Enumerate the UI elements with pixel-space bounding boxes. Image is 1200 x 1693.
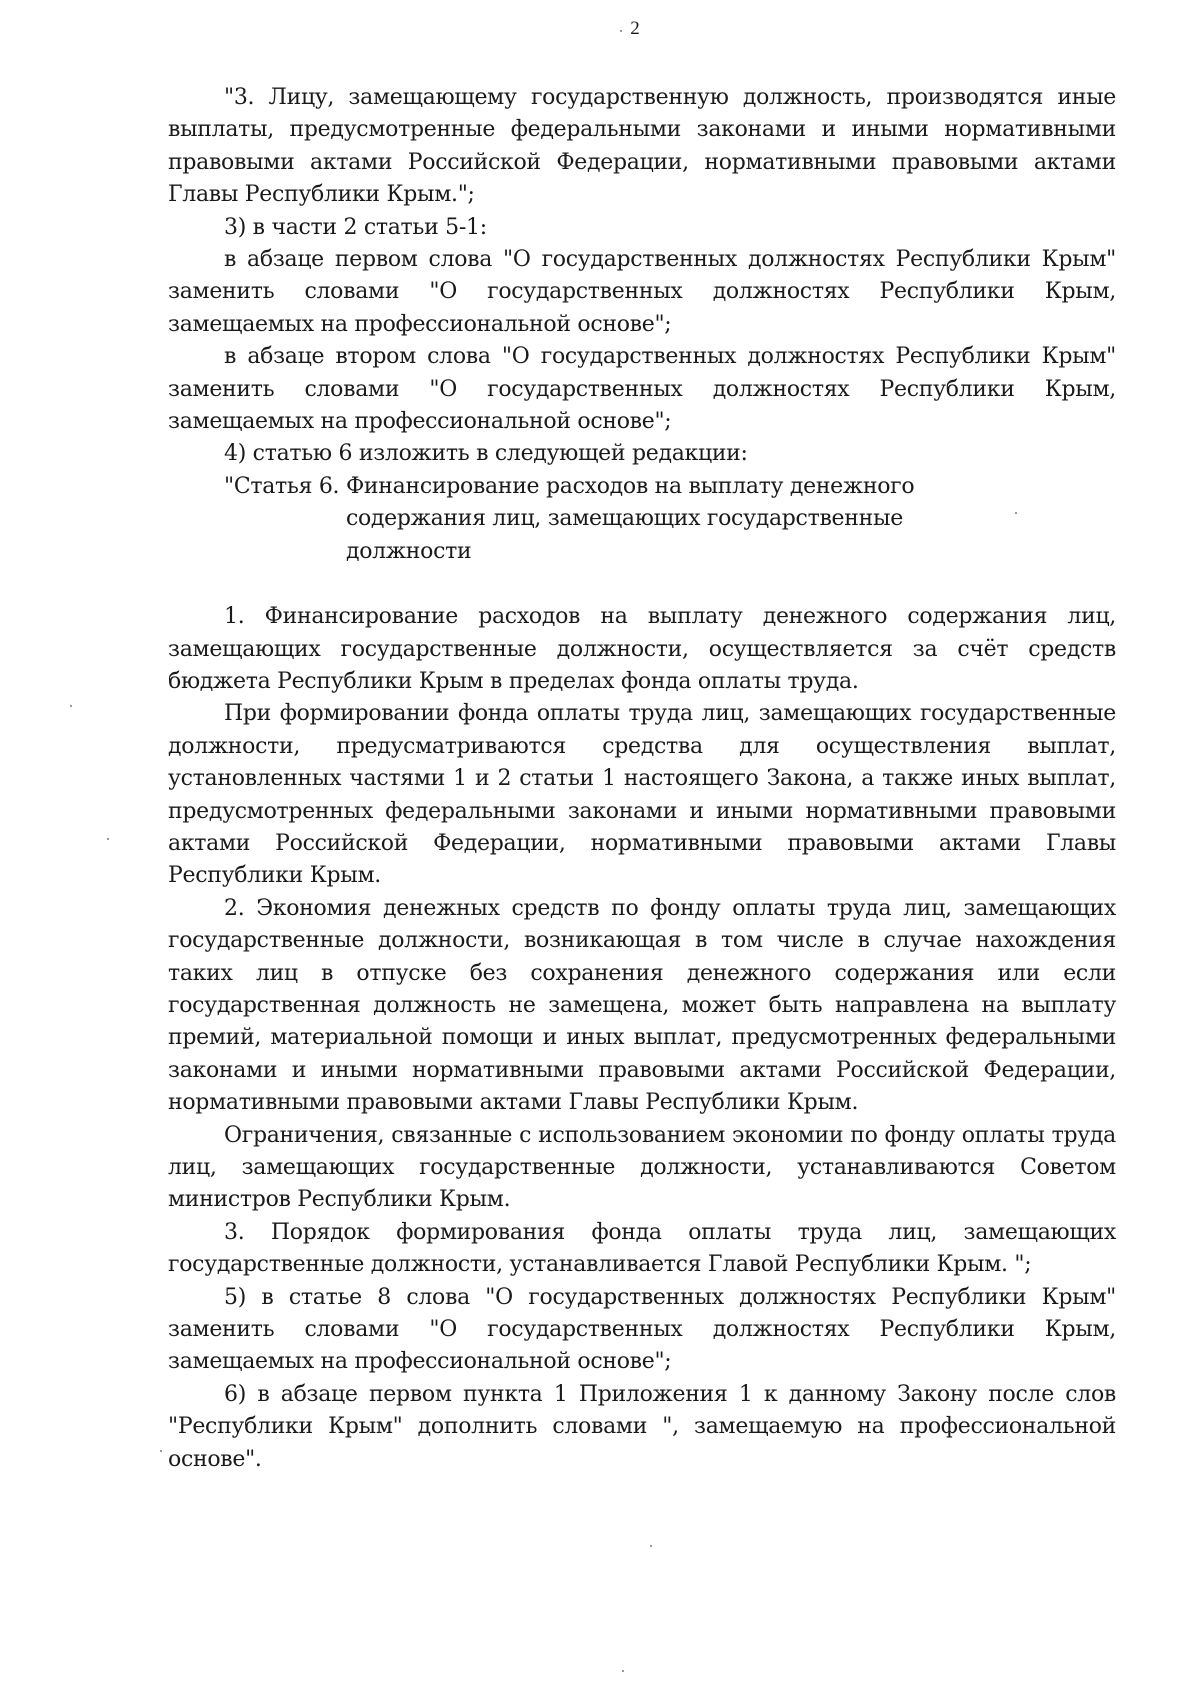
article-6-heading xyxy=(168,471,1116,568)
document-body xyxy=(168,82,1116,1476)
paragraph-item-6: 6) в абзаце первом пункта 1 Приложения 1 к данному Закону после слов "Республики Крым" дополнить словами ", замещаемую на профессиональной основе". xyxy=(168,1381,1116,1472)
scan-speck xyxy=(1015,512,1017,514)
article-6-part-2: 2. Экономия денежных средств по фонду оплаты труда лиц, замещающих государственные должности, возникающая в том числе в случае нахождения таких лиц в отпуске без сохранения денежного содержания или если государственная должность не замещена, может быть направлена на выплату премий, материальной помощи и иных выплат, предусмотренных федеральными законами и иными нормативными правовыми актами Российской Федерации, нормативными правовыми актами Главы Республики Крым. xyxy=(168,895,1116,1116)
paragraph-item-5: 5) в статье 8 слова "О государственных должностях Республики Крым" заменить словами "О государственных должностях Республики Крым, замещаемых на профессиональной основе"; xyxy=(168,1284,1116,1375)
paragraph-3-other-payments: "3. Лицу, замещающему государственную должность, производятся иные выплаты, предусмотренные федеральными законами и иными нормативными правовыми актами Российской Федерации, нормативными правовыми актами Главы Республики Крым."; xyxy=(168,85,1116,208)
scan-speck xyxy=(650,1545,652,1547)
scan-speck xyxy=(620,30,622,32)
paragraph-item-3-first-abzac: в абзаце первом слова "О государственных должностях Республики Крым" заменить словами "О государственных должностях Республики Крым, замещаемых на профессиональной основе"; xyxy=(168,247,1116,337)
article-6-part-1-second-abzac: При формировании фонда оплаты труда лиц, замещающих государственные должности, предусматриваются средства для осуществления выплат, установленных частями 1 и 2 статьи 1 настоящего Закона, а также иных выплат, предусмотренных федеральными законами и иными нормативными правовыми актами Российской Федерации, нормативными правовыми актами Главы Республики Крым. xyxy=(168,701,1116,889)
article-6-label: "Статья 6. xyxy=(224,473,346,499)
scan-speck xyxy=(160,1450,162,1452)
paragraph-item-3: 3) в части 2 статьи 5-1: xyxy=(224,214,487,240)
page-number: 2 xyxy=(630,18,640,39)
scan-speck xyxy=(70,705,72,707)
article-6-part-2-second-abzac: Ограничения, связанные с использованием экономии по фонду оплаты труда лиц, замещающих государственные должности, устанавливаются Советом министров Республики Крым. xyxy=(168,1122,1116,1213)
scan-speck xyxy=(107,838,109,840)
article-6-title: Финансирование расходов на выплату денежного содержания лиц, замещающих государственные должности xyxy=(345,473,915,564)
paragraph-item-3-second-abzac: в абзаце втором слова "О государственных должностях Республики Крым" заменить словами "О государственных должностях Республики Крым, замещаемых на профессиональной основе"; xyxy=(168,344,1116,435)
paragraph-item-4: 4) статью 6 изложить в следующей редакции: xyxy=(224,441,748,467)
article-6-part-3: 3. Порядок формирования фонда оплаты труда лиц, замещающих государственные должности, устанавливается Главой Республики Крым. "; xyxy=(168,1219,1116,1278)
article-6-part-1: 1. Финансирование расходов на выплату денежного содержания лиц, замещающих государственные должности, осуществляется за счёт средств бюджета Республики Крым в пределах фонда оплаты труда. xyxy=(168,604,1116,694)
scan-speck xyxy=(622,1670,624,1672)
